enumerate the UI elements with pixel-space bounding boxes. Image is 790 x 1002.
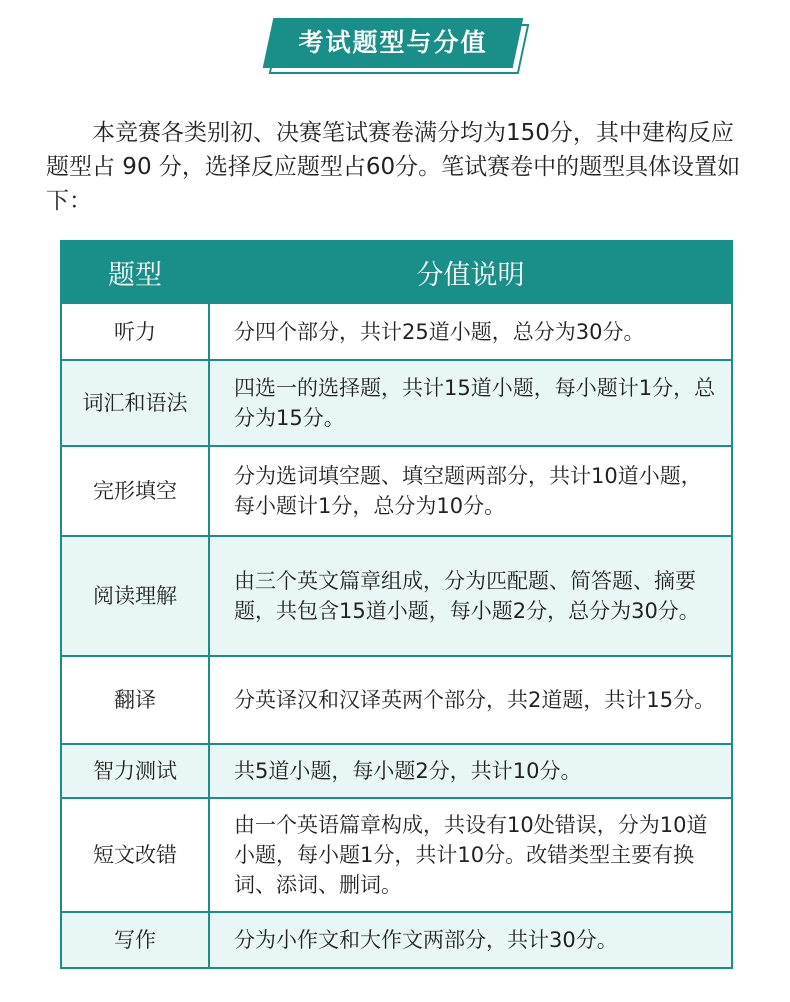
row-type: 阅读理解 [61,536,209,656]
row-desc: 四选一的选择题，共计15道小题，每小题计1分，总分为15分。 [209,360,732,446]
row-desc: 分英译汉和汉译英两个部分，共2道题，共计15分。 [209,656,732,744]
table-row [61,744,732,798]
row-type: 写作 [61,912,209,968]
section-title: 考试题型与分值 [298,28,488,57]
row-type: 短文改错 [61,798,209,912]
row-desc: 分为小作文和大作文两部分，共计30分。 [209,912,732,968]
row-desc: 分为选词填空题、填空题两部分，共计10道小题，每小题计1分，总分为10分。 [209,446,732,536]
table-row [61,656,732,744]
row-type: 完形填空 [61,446,209,536]
table-row [61,360,732,446]
row-type: 听力 [61,303,209,360]
table-header-row [61,241,732,303]
table-row [61,536,732,656]
table-row [61,446,732,536]
intro-paragraph [46,116,746,218]
table-row [61,912,732,968]
row-type: 翻译 [61,656,209,744]
row-type: 词汇和语法 [61,360,209,446]
row-desc: 由一个英语篇章构成，共设有10处错误，分为10道小题，每小题1分，共计10分。改错类型主要有换词、添词、删词。 [209,798,732,912]
row-desc: 由三个英文篇章组成，分为匹配题、简答题、摘要题，共包含15道小题，每小题2分，总分为30分。 [209,536,732,656]
row-type: 智力测试 [61,744,209,798]
header-type: 题型 [61,241,209,303]
section-title-banner [268,18,526,76]
table-row [61,303,732,360]
row-desc: 共5道小题，每小题2分，共计10分。 [209,744,732,798]
header-desc: 分值说明 [209,241,732,303]
table-row [61,798,732,912]
question-type-table [60,240,733,969]
intro-text: 本竞赛各类别初、决赛笔试赛卷满分均为150分，其中建构反应题型占 90 分，选择反应题型占60分。笔试赛卷中的题型具体设置如下： [46,120,741,214]
row-desc: 分四个部分，共计25道小题，总分为30分。 [209,303,732,360]
